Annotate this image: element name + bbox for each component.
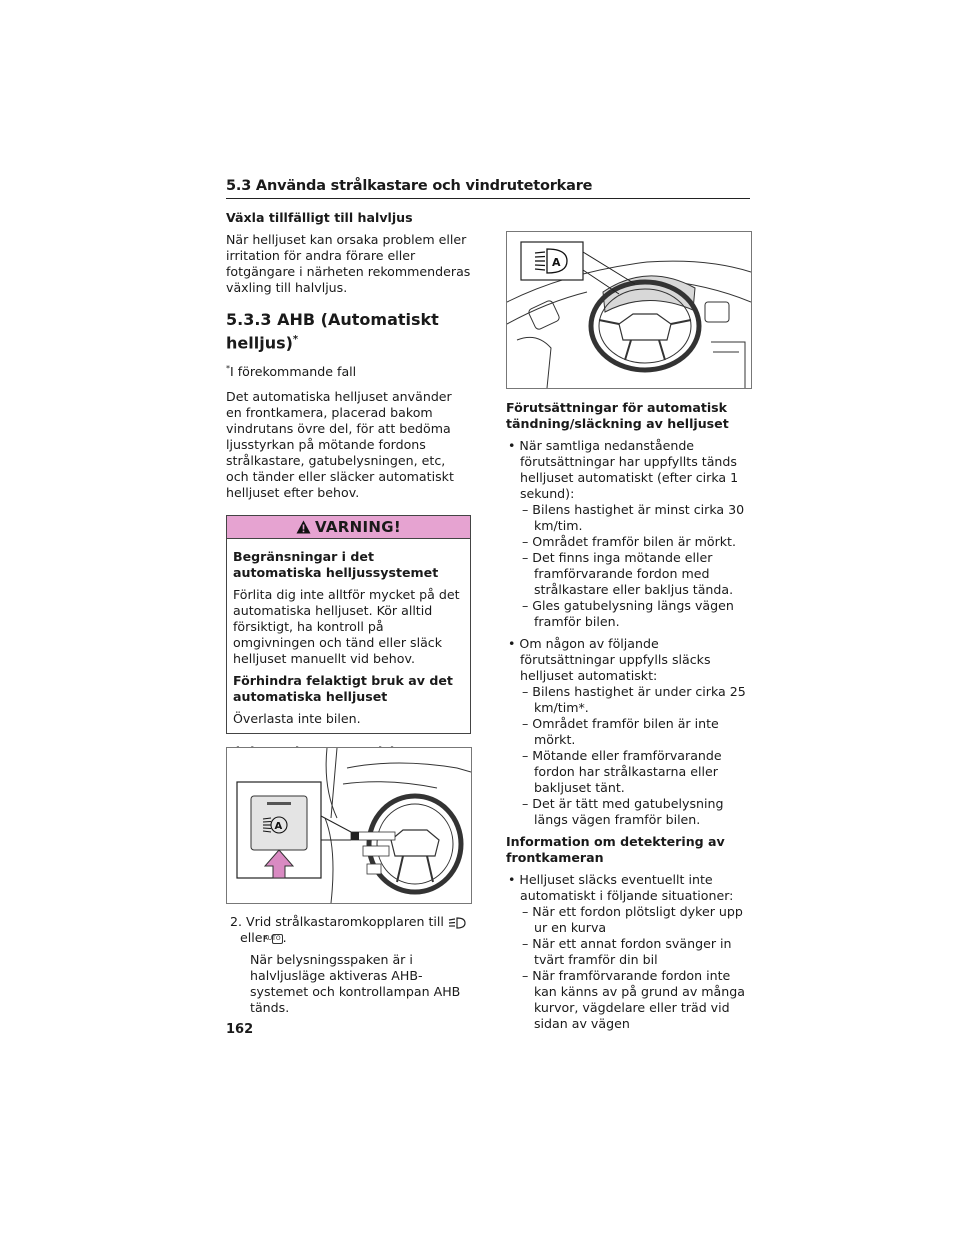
warning-header [227,516,470,539]
list-item: – Bilens hastighet är under cirka 25 km/tim*. [522,684,746,715]
console-illustration [227,748,471,903]
footnote-mark: * [226,364,230,374]
step-2: 2. Vrid strålkastaromkopplaren till eller AUTO . [226,914,471,946]
dashboard-illustration [507,232,751,388]
warning-title: VARNING! [315,517,401,536]
list-item: – Gles gatubelysning längs vägen framför bilen. [522,598,734,629]
chapter-header: 5.3 Använda strålkastare och vindrutetorkare [226,178,593,194]
warning-text-misuse: Överlasta inte bilen. [233,710,361,726]
paragraph-low-beam: När helljuset kan orsaka problem eller irritation för andra förare eller fotgängare i närheten rekommenderas växling till halvljus. [226,232,471,295]
step-2-note: När belysningsspaken är i halvljusläge aktiveras AHB-systemet och kontrollampan AHB tänds. [250,952,461,1015]
subheading-camera-detection: Information om detektering av frontkameran [506,834,725,865]
bullet-turn-on: • När samtliga nedanstående förutsättningar har uppfyllts tänds helljuset automatiskt (efter cirka 1 sekund): [508,438,739,501]
svg-text:A: A [552,256,561,269]
section-title-ahb: 5.3.3 AHB (Automatiskt helljus)* [226,310,439,353]
right-column [506,398,751,1032]
footnote: *I förekommande fall [226,364,357,380]
list-detection-situations [506,904,751,1032]
subheading-conditions: Förutsättningar för automatisk tändning/släckning av helljuset [506,400,729,431]
step-2-block [226,914,471,1016]
list-turn-on-conditions [506,502,751,630]
page-number: 162 [226,1022,254,1037]
warning-box [226,515,471,734]
list-item: – När framförvarande fordon inte kan känns av på grund av många kurvor, vägdelare eller träd vid sidan av vägen [522,968,745,1031]
bullet-turn-off: • Om någon av följande förutsättningar uppfylls släcks helljuset automatiskt: [508,636,711,683]
warning-triangle-icon [296,520,311,534]
figure-ahb-button [226,747,472,904]
list-turn-off-conditions [506,684,751,828]
list-item: – Det är tätt med gatubelysning längs vägen framför bilen. [522,796,724,827]
auto-icon: AUTO [263,934,281,942]
subheading-temporary-low-beam: Växla tillfälligt till halvljus [226,210,413,225]
list-item: – När ett fordon plötsligt dyker upp ur en kurva [522,904,743,935]
section-footnote-mark: * [292,334,299,345]
list-item: – När ett annat fordon svänger in tvärt framför din bil [522,936,732,967]
warning-heading-limitations: Begränsningar i det automatiska helljussystemet [233,548,439,580]
bullet-not-turn-off: • Helljuset släcks eventuellt inte automatiskt i följande situationer: [508,872,734,903]
warning-heading-misuse: Förhindra felaktigt bruk av det automatiska helljuset [233,672,453,704]
list-item: – Bilens hastighet är minst cirka 30 km/tim. [522,502,745,533]
list-item: – Mötande eller framförvarande fordon har strålkastarna eller bakljuset tänt. [522,748,722,795]
list-item: – Området framför bilen är inte mörkt. [522,716,719,747]
svg-text:A: A [274,821,283,832]
warning-text-limitations: Förlita dig inte alltför mycket på det automatiska helljuset. Kör alltid försiktigt, ha kontroll på omgivningen och tänd eller släck helljuset manuellt vid behov. [233,586,460,666]
paragraph-ahb-description: Det automatiska helljuset använder en frontkamera, placerad bakom vindrutans övre del, för att bedöma ljusstyrkan på mötande fordons strålkastare, gatubelysningen, etc, och tänder eller släcker automatiskt helljuset efter behov. [226,388,454,500]
header-rule [226,198,750,199]
left-column [226,208,471,814]
figure-ahb-indicator [506,231,752,389]
list-item: – Det finns inga mötande eller framförvarande fordon med strålkastare eller bakljus tända. [522,550,734,597]
list-item: – Området framför bilen är mörkt. [522,534,736,549]
warning-body [227,539,470,733]
headlight-switch-icon [448,917,466,929]
